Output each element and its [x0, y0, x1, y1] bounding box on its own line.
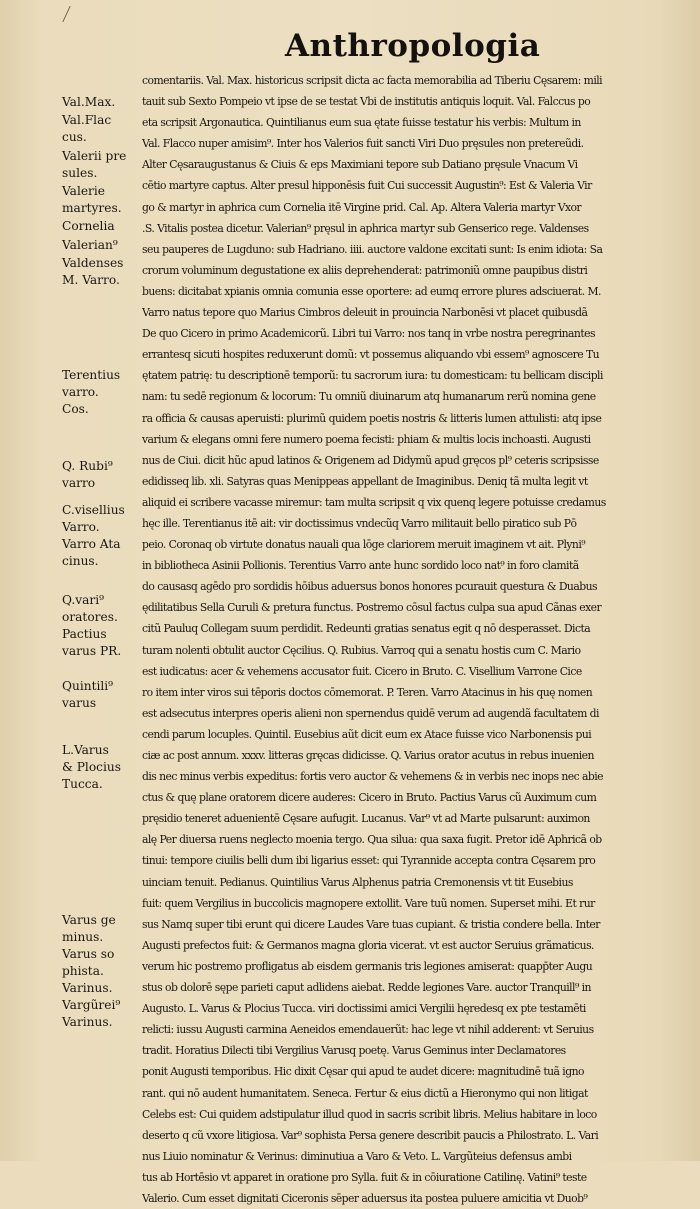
text-line: pręsidio teneret aduenientē Cęsare aufugit. Lucanus. Var⁹ vt ad Marte pulsarunt: auximon	[142, 812, 590, 826]
text-line: Augusti prefectos fuit: & Germanos magna gloria vicerat. vt est auctor Seruius grãmaticus.	[142, 938, 594, 952]
text-line: .S. Vitalis postea dicetur. Valerian⁹ pręsul in aphrica martyr sub Genserico rege. Valdenses	[142, 221, 589, 235]
text-line: ctus & quę plane oratorem dicere auderes: Cicero in Bruto. Pactius Varus cũ Auximum cum	[142, 791, 597, 805]
text-line: Alter Cęsaraugustanus & Ciuis & eps Maximiani tepore sub Datiano pręsule Vnacum Vi	[142, 158, 578, 172]
margin-note: Valerian⁹	[62, 238, 118, 252]
margin-note: C.visellius Varro. Varro Ata cinus.	[62, 503, 125, 568]
text-line: comentariis. Val. Max. historicus scripsit dicta ac facta memorabilia ad Tiberiu Cęsarem: mili	[142, 74, 603, 87]
text-line: Celebs est: Cui quidem adstipulatur illud quod in sacris scribit libris. Melius habitare in loco	[142, 1107, 597, 1121]
text-line: deserto q cũ vxore litigiosa. Var⁹ sophista Persa genere describit paucis a Philostrato. L. Vari	[142, 1128, 599, 1142]
text-line: Val. Flacco nuper amisim⁹. Inter hos Valerios fuit sancti Viri Duo pręsules non pretereũdi.	[142, 137, 584, 151]
text-line: hęc ille. Terentianus itē ait: vir doctissimus vndecũq Varro militauit bello piratico sub Pō	[142, 516, 577, 530]
text-line: ędilitatibus Sella Curuli & pretura functus. Postremo cōsul factus culpa sua apud Cãnas exer	[142, 601, 602, 615]
text-line: crorum voluminum degustatione ex aliis deprehenderat: patrimoniũ omne paupibus distri	[142, 263, 588, 277]
text-line: fuit: quem Vergilius in buccolicis magnopere extollit. Vare tuũ nomen. Superset mihi. Et rur	[142, 896, 595, 910]
text-line: nus Liuio nominatur & Verinus: diminutiua a Varo & Veto. L. Vargũteius defensus ambi	[142, 1149, 572, 1163]
text-line: nus de Ciui. dicit hũc apud latinos & Origenem ad Didymũ apud gręcos pl⁹ ceteris scripsisse	[142, 453, 599, 467]
text-line: citũ Pauluq Collegam suum perdidit. Redeunti gratias senatus egit q nō desperasset. Dicta	[142, 622, 591, 636]
margin-note: Quintili⁹ varus	[62, 679, 114, 710]
margin-note: Varus ge minus. Varus so phista. Varinus. Vargũrei⁹ Varinus.	[62, 913, 121, 1029]
text-line: dis nec minus verbis expeditus: fortis vero auctor & vehemens & in verbis nec inops nec abie	[142, 770, 603, 784]
text-line: Augusto. L. Varus & Plocius Tucca. viri doctissimi amici Vergilii hęredesq ex pte testamēti	[142, 1002, 586, 1016]
text-line: relicti: iussu Augusti carmina Aeneidos emendauerũt: hac lege vt nihil adderent: vt Seruius	[142, 1023, 594, 1037]
text-line: turam nolenti obtulit auctor Cęcilius. Q. Rubius. Varroq qui a senatu hostis cum C. Mario	[142, 643, 581, 657]
margin-note: M. Varro.	[62, 273, 120, 287]
text-line: tus ab Hortēsio vt apparet in oratione pro Sylla. fuit & in cōiuratione Catilinę. Vatini⁹ teste	[142, 1170, 587, 1184]
text-line: nam: tu sedē regionum & locorum: Tu omniũ diuinarum atq humanarum rerũ nomina gene	[142, 390, 596, 404]
running-head: Anthropologia	[285, 28, 541, 64]
margin-note: Valdenses	[62, 256, 124, 270]
text-line: seu pauperes de Lugduno: sub Hadriano. iiii. auctore valdone excitati sunt: Is enim idiota: Sa	[142, 242, 603, 256]
text-line: eta scripsit Argonautica. Quintilianus eum sua ętate fuisse testatur his verbis: Multum in	[142, 116, 581, 130]
text-line: sus Namq super tibi erunt qui dicere Laudes Vare tuas cupiant. & tristia condere bella. Inter	[142, 917, 600, 931]
text-line: varium & elegans omni fere numero poema fecisti: phiam & multis locis inchoasti. Augusti	[142, 432, 591, 446]
margin-note: Cornelia	[62, 219, 115, 233]
margin-note: Valerie martyres.	[62, 184, 122, 215]
margin-note: Terentius varro. Cos.	[62, 368, 121, 416]
text-line: errantesq sicuti hospites reduxerunt domũ: vt possemus aliquando vbi essem⁹ agnoscere Tu	[142, 348, 600, 362]
margin-note: L.Varus & Plocius Tucca.	[62, 743, 121, 791]
text-line: De quo Cicero in primo Academicorũ. Libri tui Varro: nos tanq in vrbe nostra peregrinantes	[142, 327, 595, 341]
text-line: Varro natus tepore quo Marius Cimbros deleuit in prouincia Narbonēsi vt placet quibusdã	[142, 306, 588, 320]
text-line: ciæ ac post annum. xxxv. litteras gręcas didicisse. Q. Varius orator acutus in rebus inuenien	[142, 749, 594, 762]
text-line: ra officia & causas aperuisti: plurimũ quidem poetis nostris & litteris lumen attulisti: atq ipse	[142, 411, 602, 425]
text-line: do causasq agēdo pro sordidis hōibus aduersus bonos honores pcurauit questura & Duabus	[142, 580, 597, 594]
text-line: peio. Coronaq ob virtute donatus nauali qua lōge clariorem meruit imaginem vt ait. Plyni⁹	[142, 538, 586, 552]
margin-note: Q.vari⁹ oratores. Pactius varus PR.	[62, 593, 122, 658]
ink-mark	[62, 6, 84, 22]
text-line: rant. qui nō audent humanitatem. Seneca. Fertur & eius dictũ a Hieronymo qui non litigat	[142, 1086, 588, 1100]
text-line: tradit. Horatius Dilecti tibi Vergilius Varusq poetę. Varus Geminus inter Declamatores	[142, 1044, 566, 1058]
main-text-column	[142, 70, 682, 1209]
text-line: edidisseq lib. xli. Satyras quas Menippeas appellant de Imaginibus. Deniq tã multa legit vt	[142, 474, 588, 488]
margin-note: Valerii pre sules.	[62, 149, 127, 180]
text-line: ponit Augusti temporibus. Hic dixit Cęsar qui apud te audet dicere: magnitudinē tuã igno	[142, 1065, 584, 1079]
text-line: verum hic postremo profligatus ab eisdem germanis tris legiones amiserat: quapp̄ter Augu	[142, 959, 593, 973]
text-line: cētio martyre captus. Alter presul hipponēsis fuit Cui successit Augustin⁹: Est & Valeria Vir	[142, 179, 592, 193]
text-line: in bibliotheca Asinii Pollionis. Terentius Varro ante hunc sordido loco nat⁹ in foro clamitã	[142, 559, 579, 573]
text-line: alę Per diuersa ruens neglecto moenia tergo. Qua silua: qua saxa fugit. Pretor idē Aphricã ob	[142, 833, 602, 847]
text-line: go & martyr in aphrica cum Cornelia itē Virgine prid. Cal. Ap. Altera Valeria martyr Vxor	[142, 200, 582, 214]
text-line: ro item inter viros sui tēporis doctos cōmemorat. P. Teren. Varro Atacinus in his quę nomen	[142, 685, 593, 699]
margin-note: Q. Rubi⁹ varro	[62, 459, 113, 490]
text-line: buens: dicitabat xpianis omnia comunia esse oportere: ad eumq errore plures adsciuerat. M.	[142, 284, 601, 298]
text-line: uinciam tenuit. Pedianus. Quintilius Varus Alphenus patria Cremonensis vt tit Eusebius	[142, 875, 573, 889]
text-line: stus ob dolorē sępe parieti caput adlidens aiebat. Redde legiones Vare. auctor Tranquill⁹ in	[142, 981, 591, 995]
text-line: tauit sub Sexto Pompeio vt ipse de se testat Vbi de institutis antiquis loquit. Val. Falccus po	[142, 95, 591, 109]
text-line: est iudicatus: acer & vehemens accusator fuit. Cicero in Bruto. C. Visellium Varrone Cice	[142, 664, 582, 678]
text-line: tinui: tempore ciuilis belli dum ibi ligarius esset: qui Tyrannide accepta contra Cęsarem pro	[142, 854, 596, 868]
margin-note: Val.Max.	[62, 95, 116, 109]
text-line: Valerio. Cum esset dignitati Ciceronis sēper aduersus ita postea puluere amicitia vt Duob⁹	[142, 1191, 588, 1205]
text-line: cendi parum locuples. Quintil. Eusebius aũt dicit eum ex Atace fuisse vico Narbonensis pui	[142, 727, 592, 741]
margin-note: Val.Flac cus.	[62, 113, 112, 144]
text-line: est adsecutus interpres operis alieni non spernendus quidē verum ad augendã facultatem di	[142, 706, 599, 720]
text-line: aliquid ei scribere vacasse miremur: tam multa scripsit q vix quenq legere potuisse credamus	[142, 495, 606, 509]
text-line: ętatem patrię: tu descriptionē temporũ: tu sacrorum iura: tu domesticam: tu bellicam discipli	[142, 369, 603, 383]
